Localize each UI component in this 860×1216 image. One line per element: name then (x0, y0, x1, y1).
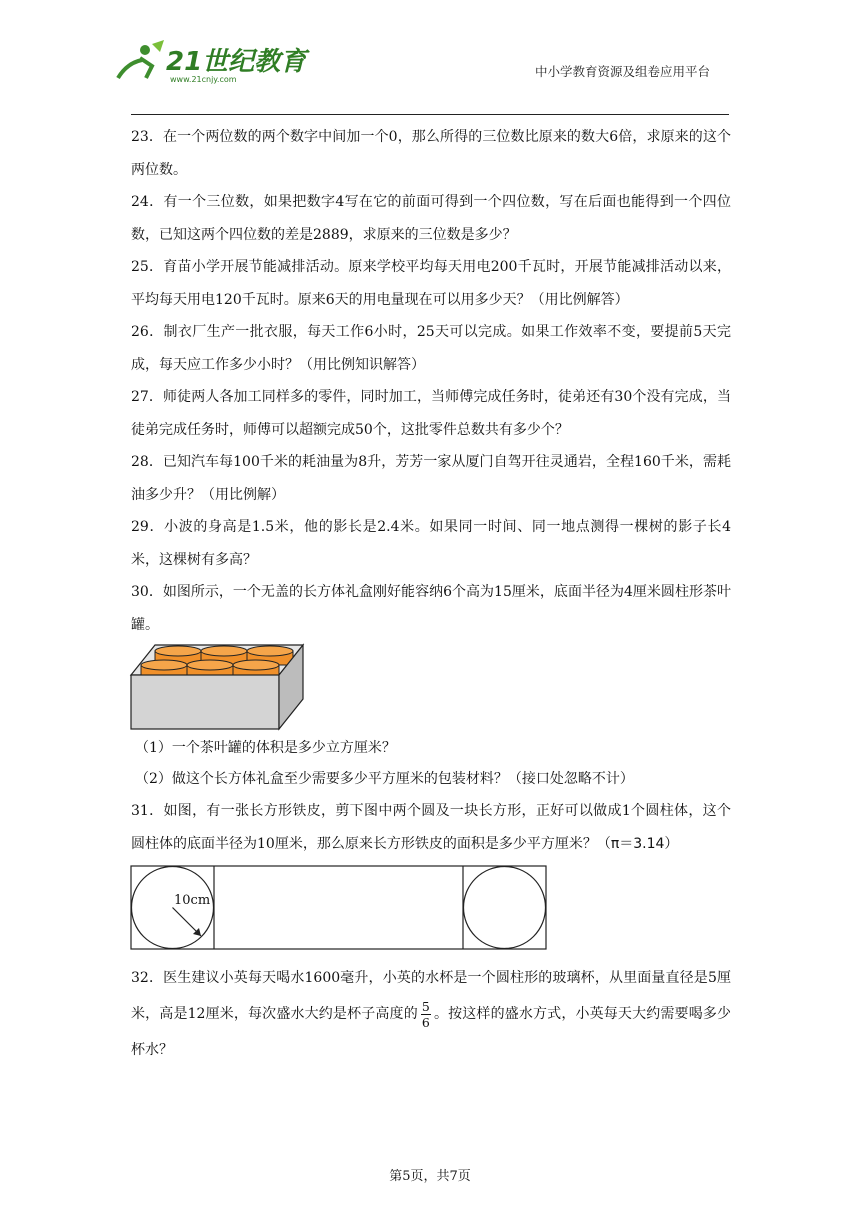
platform-name: 中小学教育资源及组卷应用平台 (535, 64, 711, 79)
iron-sheet-figure (131, 864, 731, 954)
page-footer: 第5页，共7页 (389, 1169, 471, 1184)
question-24: 24．有一个三位数，如果把数字4写在它的前面可得到一个四位数，写在后面也能得到一个四位数，已知这两个四位数的差是2889，求原来的三位数是多少？ (131, 194, 731, 243)
question-list (131, 121, 731, 1068)
question-30-part-1: （1）一个茶叶罐的体积是多少立方厘米？ (135, 740, 396, 756)
gift-box-figure (131, 641, 731, 733)
question-30-part-2: （2）做这个长方体礼盒至少需要多少平方厘米的包装材料？（接口处忽略不计） (135, 771, 634, 787)
question-29: 29．小波的身高是1.5米，他的影长是2.4米。如果同一时间、同一地点测得一棵树的影子长4米，这棵树有多高？ (131, 519, 731, 568)
header-rule (131, 114, 729, 115)
21cnjy-logo (112, 38, 307, 88)
question-32: 32．医生建议小英每天喝水1600毫升，小英的水杯是一个圆柱形的玻璃杯，从里面量直径是5厘米，高是12厘米，每次盛水大约是杯子高度的 $\frac{5}{6}$ 。按这样的盛水方式，小英每天大约需要喝多少杯水？ (131, 970, 731, 1058)
question-27: 27．师徒两人各加工同样多的零件，同时加工，当师傅完成任务时，徒弟还有30个没有完成，当徒弟完成任务时，师傅可以超额完成50个，这批零件总数共有多少个？ (131, 389, 731, 438)
fraction-five-sixths: $\frac{5}{6}$ (421, 998, 430, 1030)
question-26: 26．制衣厂生产一批衣服，每天工作6小时，25天可以完成。如果工作效率不变，要提前5天完成，每天应工作多少小时？（用比例知识解答） (131, 324, 731, 373)
logo-text: 21世纪教育 (166, 47, 307, 77)
page-header (0, 0, 860, 120)
question-25: 25．育苗小学开展节能减排活动。原来学校平均每天用电200千瓦时，开展节能减排活动以来，平均每天用电120千瓦时。原来6天的用电量现在可以用多少天？（用比例解答） (131, 259, 731, 308)
question-23: 23．在一个两位数的两个数字中间加一个0，那么所得的三位数比原来的数大6倍，求原来的这个两位数。 (131, 129, 731, 178)
radius-label: 10cm (174, 893, 211, 908)
logo-url: www.21cnjy.com (170, 75, 237, 84)
circle-right (464, 867, 546, 949)
pi-value: π＝3.14 (610, 835, 665, 852)
question-31: 31．如图，有一张长方形铁皮，剪下图中两个圆及一块长方形，正好可以做成1个圆柱体，这个圆柱体的底面半径为10厘米，那么原来长方形铁皮的面积是多少平方厘米？（π＝3.14） (131, 803, 731, 852)
question-30: 30．如图所示，一个无盖的长方体礼盒刚好能容纳6个高为15厘米，底面半径为4厘米圆柱形茶叶罐。 (131, 584, 731, 633)
question-28: 28．已知汽车每100千米的耗油量为8升，芳芳一家从厦门自驾开往灵通岩，全程160千米，需耗油多少升？（用比例解） (131, 454, 731, 503)
